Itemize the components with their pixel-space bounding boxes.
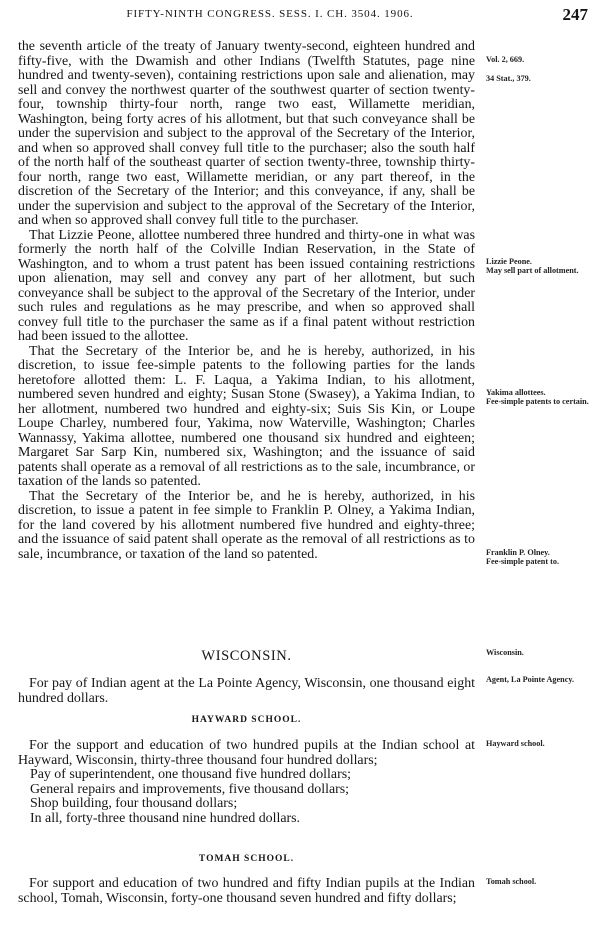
paragraph-franklin-olney: That the Secretary of the Interior be, and he is hereby, authorized, in his discretion, to issue a patent in fee simple to Franklin P. Olney, a Yakima Indian, for the land covered by his allotment numbered five hundred and eighty-three; and the issuance of said patent shall operate as the removal of all restrictions as to sale, incumbrance, or taxation of the land so patented.	[18, 488, 475, 562]
running-head-title: FIFTY-NINTH CONGRESS. SESS. I. CH. 3504. 1906.	[126, 8, 414, 20]
margin-franklin-sub: Fee-simple patent to.	[486, 557, 559, 566]
paragraph-tomah-support: For support and education of two hundred and fifty Indian pupils at the Indian school, Tomah, Wisconsin, forty-one thousand seven hundred and fifty dollars;	[18, 876, 475, 906]
hayward-item-total: In all, forty-three thousand nine hundred dollars.	[30, 810, 301, 826]
margin-franklin-title: Franklin P. Olney.	[486, 548, 550, 557]
paragraph-la-pointe-block	[18, 677, 475, 706]
running-head	[0, 5, 600, 30]
margin-wisconsin: Wisconsin.	[486, 648, 524, 657]
margin-ref-treaty: Vol. 2, 669.	[486, 55, 525, 64]
tomah-school-block	[18, 877, 475, 906]
paragraph-la-pointe-agent: For pay of Indian agent at the La Pointe Agency, Wisconsin, one thousand eight hundred dollars.	[18, 676, 475, 706]
paragraph-lizzie-peone: That Lizzie Peone, allottee numbered three hundred and thirty-one in what was formerly the north half of the Colville Indian Reservation, in the State of Washington, and to whom a trust patent has been issued containing restrictions upon alienation, may sell and convey any part of her allotment, but such conveyance shall be subject to the approval of the Secretary of the Interior, under such rules and regulations as he may prescribe, and when so approved shall convey full title to the purchaser the same as if a final patent without restriction had been issued to the allottee.	[18, 227, 475, 344]
margin-yakima-title: Yakima allottees.	[486, 388, 546, 397]
paragraph-hayward-support: For the support and education of two hundred pupils at the Indian school at Hayward, Wisconsin, thirty-three thousand four hundred dollars;	[18, 738, 475, 768]
hayward-school-block	[18, 739, 475, 826]
paragraph-treaty-continuation: the seventh article of the treaty of January twenty-second, eighteen hundred and fifty-five, with the Dwamish and other Indians (Twelfth Statutes, page nine hundred and twenty-seven), containing restrictions upon sale and alienation, may sell and convey the northwest quarter of the southwest quarter of section twenty-four, township thirty-four north, range two east, Willamette meridian, Washington, being forty acres of his allotment, but that such conveyance shall be under the supervision and subject to the approval of the Secretary of the Interior, and when so approved shall convey full title to the purchaser; also the south half of the north half of the southeast quarter of section twenty-three, township thirty-four north, range two east, Willamette meridian, or any part thereof, in the discretion of the Secretary of the Interior; and this conveyance, if any, shall be under the supervision and subject to the approval of the Secretary of the Interior, and when so approved shall convey full title to the purchaser.	[18, 39, 475, 228]
hayward-item-shop: Shop building, four thousand dollars;	[30, 796, 238, 811]
hayward-item-repairs: General repairs and improvements, five thousand dollars;	[30, 781, 350, 797]
margin-lizzie-title: Lizzie Peone.	[486, 257, 532, 266]
margin-ref-statutes: 34 Stat., 379.	[486, 74, 531, 83]
heading-tomah-school: TOMAH SCHOOL.	[198, 854, 295, 864]
hayward-item-superintendent: Pay of superintendent, one thousand five hundred dollars;	[30, 767, 351, 782]
paragraph-yakima-allottees: That the Secretary of the Interior be, and he is hereby, authorized, in his discretion, to issue fee-simple patents to the following parties for the lands heretofore allotted them: L. F. Laqua, a Yakima Indian, to his allotment, numbered seven hundred and eighty; Susan Stone (Swasey), a Yakima Indian, to her allotment, numbered two hundred and eighty-six; Suis Sis Kin, or Loupe Loupe Charley, numbered four, Yakima, now Waterville, Washington; Charles Wannassy, Yakima allottee, numbered one thousand six hundred and eighteen; Margaret Sar Sarp Kin, numbered six, Washington; and the issuance of said patents shall operate as a removal of all restrictions as to the sale, incumbrance, or taxation of the lands so patented.	[18, 343, 475, 489]
margin-agent-la-pointe: Agent, La Pointe Agency.	[486, 675, 575, 684]
margin-hayward-school: Hayward school.	[486, 739, 545, 748]
margin-yakima-sub: Fee-simple patents to certain.	[486, 397, 589, 406]
heading-hayward-school: HAYWARD SCHOOL.	[191, 715, 302, 725]
page-number: 247	[562, 5, 588, 24]
body-text-upper	[18, 40, 475, 562]
heading-wisconsin: WISCONSIN.	[201, 648, 292, 664]
margin-lizzie-sub: May sell part of allotment.	[486, 266, 579, 275]
margin-tomah-school: Tomah school.	[486, 877, 537, 886]
